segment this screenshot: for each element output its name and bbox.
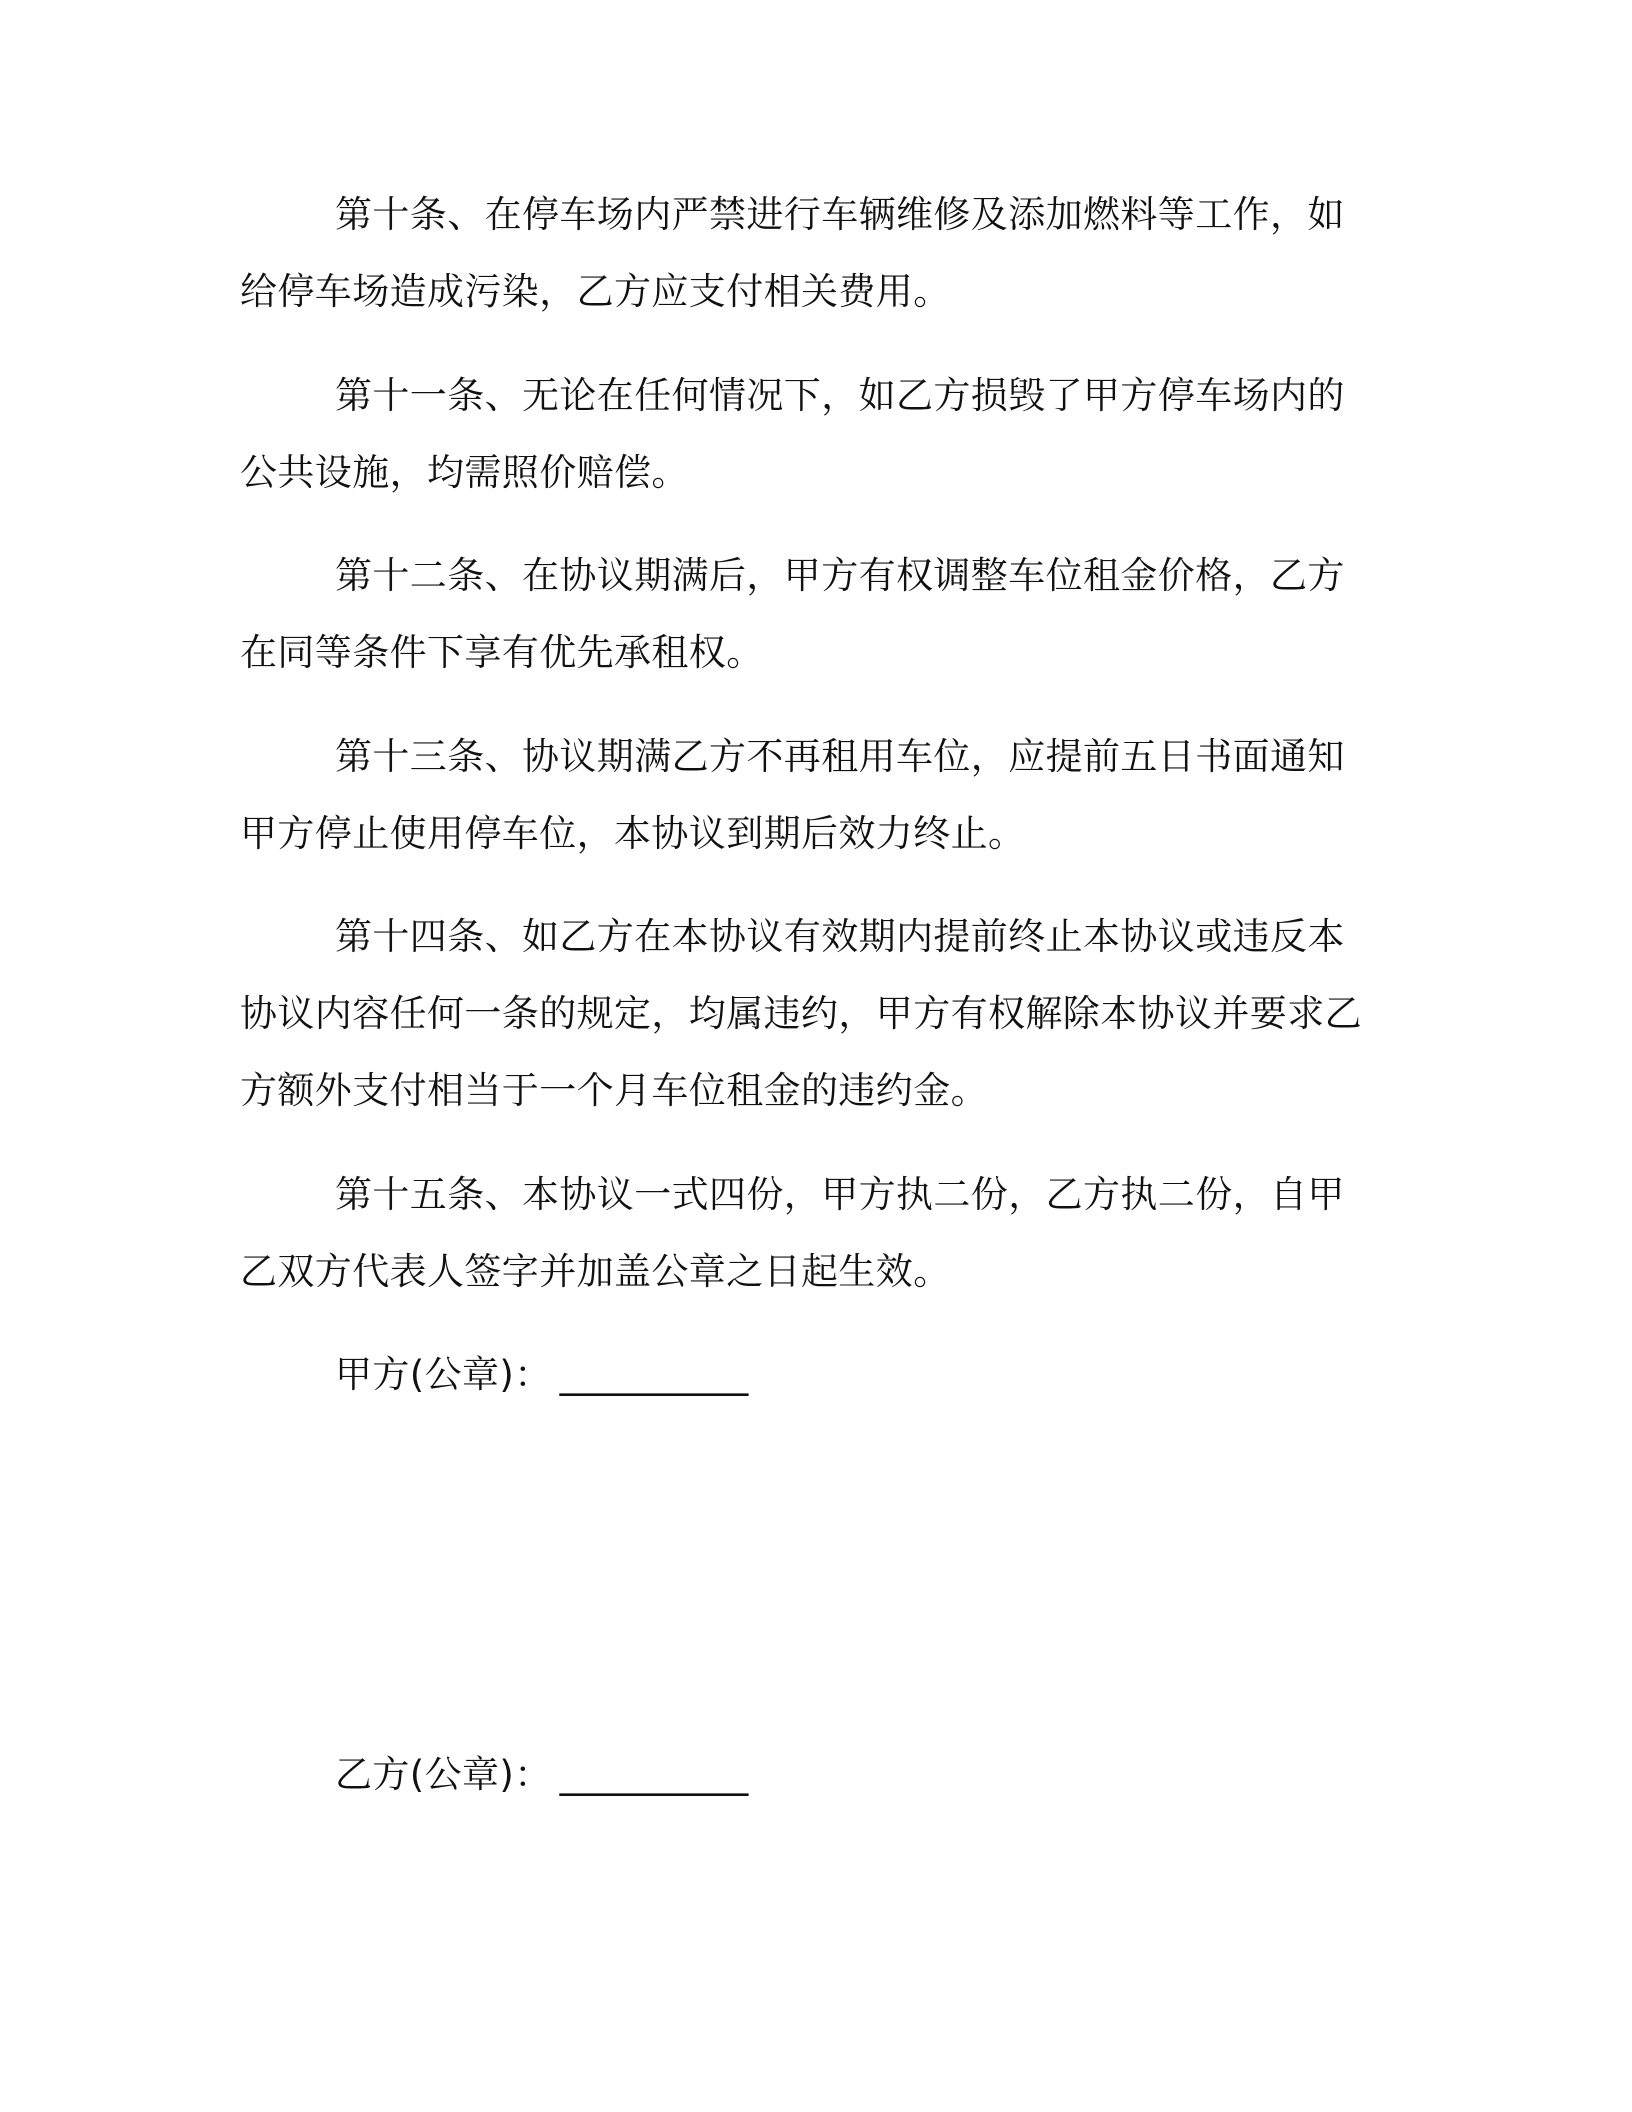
article-10: 第十条、在停车场内严禁进行车辆维修及添加燃料等工作，如给停车场造成污染，乙方应支付相关费用。	[240, 193, 1345, 313]
party-b-signature-line	[335, 1736, 749, 1813]
party-a-blank: __________	[559, 1353, 749, 1396]
party-a-label: 甲方(公章)：	[335, 1353, 552, 1396]
article-13: 第十三条、协议期满乙方不再租用车位，应提前五日书面通知甲方停止使用停车位，本协议到期后效力终止。	[240, 735, 1345, 855]
article-11: 第十一条、无论在任何情况下，如乙方损毁了甲方停车场内的公共设施，均需照价赔偿。	[240, 374, 1345, 494]
article-14: 第十四条、如乙方在本协议有效期内提前终止本协议或违反本协议内容任何一条的规定，均属违约，甲方有权解除本协议并要求乙方额外支付相当于一个月车位租金的违约金。	[240, 915, 1362, 1112]
party-a-signature-line	[335, 1336, 749, 1413]
article-12: 第十二条、在协议期满后，甲方有权调整车位租金价格，乙方在同等条件下享有优先承租权。	[240, 554, 1345, 674]
party-b-label: 乙方(公章)：	[335, 1753, 552, 1796]
article-15: 第十五条、本协议一式四份，甲方执二份，乙方执二份，自甲乙双方代表人签字并加盖公章之日起生效。	[240, 1173, 1345, 1293]
party-b-blank: __________	[559, 1753, 749, 1796]
